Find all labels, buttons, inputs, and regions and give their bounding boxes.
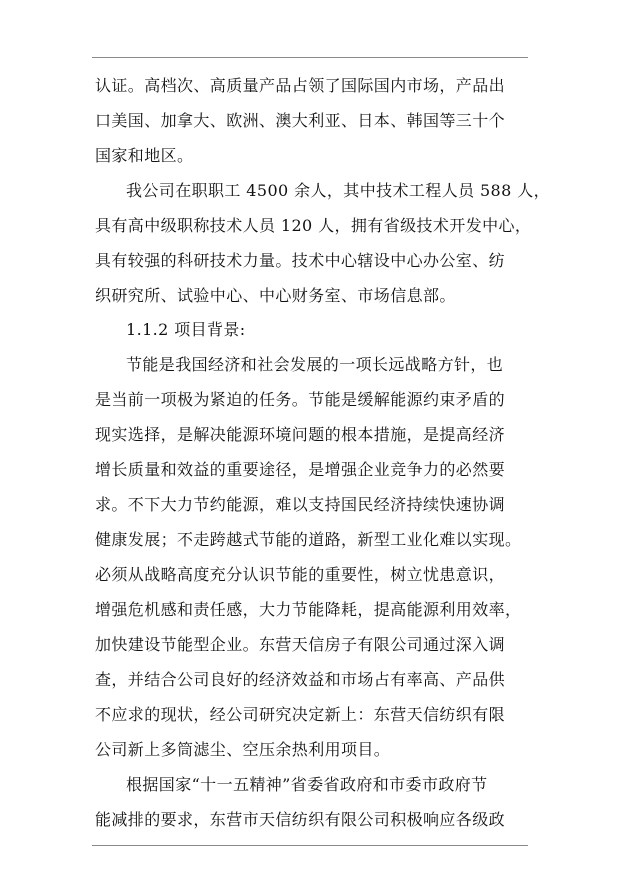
- text-line: 增强危机感和责任感，大力节能降耗，提高能源利用效率，: [95, 600, 522, 619]
- text-line: 求。不下大力节约能源，难以支持国民经济持续快速协调: [95, 495, 506, 514]
- text-line: 口美国、加拿大、欧洲、澳大利亚、日本、韩国等三十个: [95, 111, 506, 130]
- text-line: 公司新上多筒滤尘、空压余热利用项目。: [95, 740, 391, 759]
- text-line: 查，并结合公司良好的经济效益和市场占有率高、产品供: [95, 670, 506, 689]
- text-line: 增长质量和效益的重要途径，是增强企业竞争力的必然要: [95, 460, 506, 479]
- text-line: 具有较强的科研技术力量。技术中心辖设中心办公室、纺: [95, 251, 506, 270]
- paragraph-first-line: 我公司在职职工 4500 余人，其中技术工程人员 588 人，: [126, 181, 551, 200]
- text-line: 加快建设节能型企业。东营天信房子有限公司通过深入调: [95, 635, 506, 654]
- footer-rule: [92, 845, 528, 846]
- paragraph-first-line: 节能是我国经济和社会发展的一项长远战略方针，也: [126, 355, 504, 374]
- text-line: 认证。高档次、高质量产品占领了国际国内市场，产品出: [95, 76, 506, 95]
- text-line: 现实选择，是解决能源环境问题的根本措施，是提高经济: [95, 425, 506, 444]
- text-line: 健康发展；不走跨越式节能的道路，新型工业化难以实现。: [95, 530, 522, 549]
- text-line: 国家和地区。: [95, 146, 194, 165]
- text-line: 必须从战略高度充分认识节能的重要性，树立忧患意识，: [95, 565, 506, 584]
- text-line: 织研究所、试验中心、中心财务室、市场信息部。: [95, 286, 456, 305]
- paragraph-first-line: 根据国家“十一五精神”省委省政府和市委市政府节: [126, 775, 488, 794]
- text-line: 是当前一项极为紧迫的任务。节能是缓解能源约束矛盾的: [95, 390, 506, 409]
- text-line: 不应求的现状，经公司研究决定新上：东营天信纺织有限: [95, 705, 506, 724]
- text-line: 能减排的要求，东营市天信纺织有限公司积极响应各级政: [95, 810, 506, 829]
- section-heading: 1.1.2 项目背景:: [126, 320, 246, 339]
- text-line: 具有高中级职称技术人员 120 人，拥有省级技术开发中心，: [95, 216, 532, 235]
